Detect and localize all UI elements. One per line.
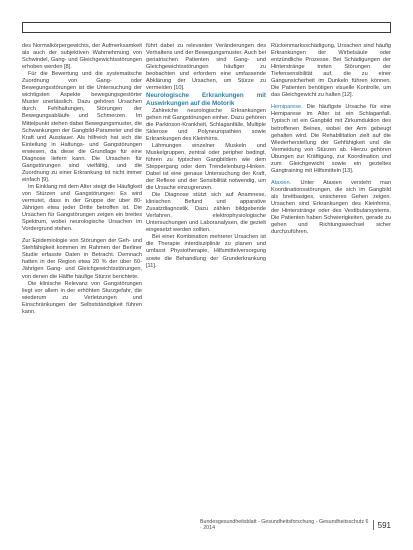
- paragraph: Bei einer Kombination mehrerer Ursachen ist die Therapie interdisziplinär zu planen und umfasst Physiotherapie, Hilfsmittelversorgung sowie die Behandlung der Grunderkrankung [11].: [146, 234, 266, 269]
- paragraph: Die klinische Relevanz von Gangstörungen liegt vor allem in der erhöhten Sturzgefahr, die wiederum zu Verletzungen und Einschränkungen der Selbstständigkeit führen kann.: [22, 280, 142, 315]
- paragraph: des Normalkörpergewichts, der Aufmerksamkeit als auch der subjektiven Wahrnehmung von Schwindel, Gang- und Gleichgewichtsstörungen erhoben werden [8].: [22, 43, 142, 71]
- text-column-3: [271, 43, 391, 515]
- section-heading: [146, 92, 266, 107]
- paragraph: Zahlreiche neurologische Erkrankungen gehen mit Gangstörungen einher. Dazu gehören die Parkinson-Krankheit, Schlaganfälle, Multiple Sklerose und Polyneuropathien sowie Erkrankungen des Kleinhirns.: [146, 107, 266, 142]
- run-in-heading: Hemiparese.: [271, 104, 303, 111]
- text-column-2: [146, 43, 266, 515]
- section-heading-text: Neurologische Erkrankungen mit Auswirkungen auf die Motorik: [146, 92, 266, 107]
- page-number: 591: [377, 520, 391, 530]
- paragraph-hemiparese: [271, 104, 391, 174]
- paragraph: Zur Epidemiologie von Störungen der Geh- und Stehfähigkeit kommen im Rahmen der Berliner Studie erfasste Daten in Betracht. Demnach hatten in der Region etwa 20 % der über 60-Jährigen Gang- und Gleichgewichtsstörungen, von denen die Hälfte häufige Stürze berichtete.: [22, 238, 142, 280]
- paragraph: Für die Bewertung und die systematische Zuordnung von Gang- oder Bewegungsstörungen ist die Untersuchung der wichtigsten Aspekte bewegungsgestörter Muster unerlässlich. Dazu gehören Ursachen durch Fehlhaltungen, Störungen der Bewegungsabläufe und Schmerzen. Im Mittelpunkt stehen dabei Bewegungsmuster, die Schwankungen der Gangbild-Parameter und die Kraft und Ausdauer. Als hilfreich hat sich die Einteilung in Haltungs- und Gangstörungen erwiesen, da diese die Grundlage für eine Diagnose liefern kann. Die Ursachen für Gangstörungen sind vielfältig, und die Zuordnung zu einer Erkrankung ist nicht immer einfach [9].: [22, 71, 142, 183]
- journal-citation: Bundesgesundheitsblatt - Gesundheitsforschung - Gesundheitsschutz 6 · 2014: [200, 519, 369, 531]
- paragraph-text: Unter Ataxien versteht man Koordinationsstörungen, die sich im Gangbild als breitbasiges, unsicheres Gehen zeigen. Ursachen sind Erkrankungen des Kleinhirns, der Hinterstränge oder des Vestibularsystems. Die Patienten haben Schwierigkeiten, gerade zu gehen und Richtungswechsel sicher durchzuführen.: [271, 179, 391, 236]
- paragraph: Im Einklang mit dem Alter steigt die Häufigkeit von Stürzen und Gangstörungen: Es wird vermutet, dass in der Gruppe der über 80-Jährigen etwa jeder Dritte betroffen ist. Die Ursachen für Gangstörungen zeigen ein breites Spektrum, wobei neurologische Ursachen im Vordergrund stehen.: [22, 183, 142, 233]
- run-in-heading: Ataxien.: [271, 179, 292, 186]
- paragraph: Die Diagnose stützt sich auf Anamnese, klinischen Befund und apparative Zusatzdiagnostik. Dazu zählen bildgebende Verfahren, elektrophysiologische Untersuchungen und Laboranalysen, die gezielt eingesetzt werden sollten.: [146, 192, 266, 234]
- paragraph-ataxien: [271, 180, 391, 236]
- text-column-1: [22, 43, 142, 515]
- footer-divider: [373, 520, 374, 530]
- paragraph: Rückenmarksschädigung, Ursachen sind häufig Erkrankungen der Wirbelsäule oder entzündliche Prozesse. Bei Schädigungen der Hinterstränge treten Störungen der Tiefensensibilität auf, die zu einer Gangunsicherheit im Dunkeln führen können. Die Patienten benötigen visuelle Kontrolle, um das Gleichgewicht zu halten [12].: [271, 43, 391, 99]
- paragraph: führt dabei zu relevanten Veränderungen des Verhaltens und der Bewegungsmuster. Auch bei geriatrischen Patienten sind Gang- und Gleichgewichtsstörungen häufiger zu beobachten und erfordern eine umfassende Abklärung der Ursachen, um Stürze zu vermeiden [10].: [146, 43, 266, 92]
- paragraph: Lähmungen einzelner Muskeln und Muskelgruppen, zentral oder peripher bedingt, führen zu typischen Gangbildern wie dem Steppergang oder dem Trendelenburg-Hinken. Dabei ist eine genaue Untersuchung der Kraft, der Reflexe und der Sensibilität notwendig, um die Ursache einzugrenzen.: [146, 142, 266, 192]
- page-footer: [200, 519, 391, 531]
- paragraph-text: Die häufigste Ursache für eine Hemiparese im Alter ist ein Schlaganfall. Typisch ist ein Gangbild mit Zirkumduktion des betroffenen Beines, wobei der Arm gebeugt gehalten wird. Die Rehabilitation zielt auf die Wiederherstellung der Gehfähigkeit und die Vermeidung von Stürzen ab. Hierzu gehören Übungen zur Kräftigung, zur Koordination und zum Gleichgewicht sowie ein gezieltes Gangtraining mit Hilfsmitteln [13].: [271, 104, 391, 174]
- header-bar: [22, 22, 391, 33]
